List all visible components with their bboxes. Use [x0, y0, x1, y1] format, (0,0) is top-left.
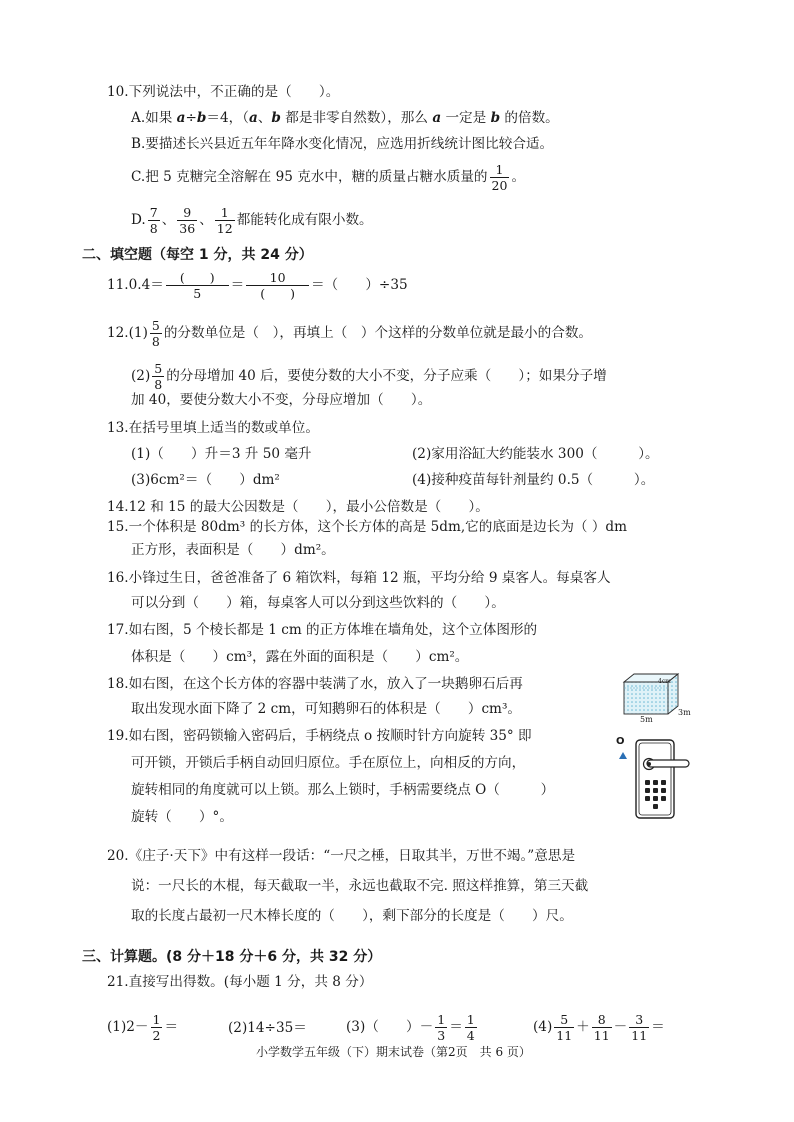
denominator-blank: ( ) — [260, 286, 295, 301]
q21-stem: 21.直接写出得数。(每小题 1 分，共 8 分） — [107, 974, 373, 990]
q10-a-text: 的倍数。 — [500, 110, 559, 126]
fraction — [151, 1012, 163, 1043]
q10-stem: 10.下列说法中，不正确的是（ ）。 — [107, 84, 340, 100]
q16-line2: 可以分到（ ）箱，每桌客人可以分到这些饮料的（ ）。 — [131, 595, 505, 611]
height-label: 4cm — [658, 678, 671, 685]
q11-text: 11.0.4＝ — [107, 277, 164, 293]
minus-sign: － — [613, 1019, 628, 1035]
q12-part1 — [107, 318, 592, 349]
q10-option-d — [131, 205, 373, 236]
q21-text: (3)（ ）－ — [346, 1019, 434, 1035]
q13-part4: (4)接种疫苗每针剂量约 0.5（ ）。 — [412, 472, 655, 488]
q20-line3: 取的长度占最初一尺木棒长度的（ ），剩下部分的长度是（ ）尺。 — [131, 908, 573, 924]
var-b: b — [490, 110, 501, 126]
fraction — [592, 1012, 612, 1043]
q11 — [107, 270, 408, 301]
q12-part2 — [131, 361, 607, 392]
denominator: 11 — [631, 1028, 648, 1043]
denominator: 20 — [491, 178, 508, 193]
fraction — [152, 361, 164, 392]
q16-line1: 16.小锋过生日，爸爸准备了 6 箱饮料，每箱 12 瓶，平均分给 9 桌客人。每桌客人 — [107, 570, 611, 586]
q10-a-text: ＝4，（ — [206, 110, 250, 126]
denominator: 8 — [154, 377, 163, 392]
q10-c-text: C.把 5 克糖完全溶解在 95 克水中，糖的质量占糖水质量的 — [131, 169, 488, 185]
denominator: 3 — [437, 1028, 446, 1043]
fraction — [166, 270, 229, 301]
cuboid-container-icon — [618, 668, 692, 726]
section-2-title: 二、填空题（每空 1 分，共 24 分） — [82, 247, 313, 263]
plus-sign: ＋ — [576, 1019, 590, 1035]
q21-part2: (2)14÷35＝ — [228, 1020, 307, 1036]
numerator-blank: ( ) — [166, 270, 229, 286]
q21-text: ＝ — [651, 1019, 665, 1035]
q10-a-text: 、 — [257, 110, 272, 126]
fraction — [435, 1012, 447, 1043]
q11-text: ＝（ ）÷35 — [310, 277, 408, 293]
q12-text: 12.(1) — [107, 325, 148, 341]
denominator: 11 — [593, 1028, 610, 1043]
q15-line2: 正方形，表面积是（ ）dm²。 — [131, 542, 335, 558]
denominator: 12 — [216, 221, 233, 236]
fraction — [148, 205, 160, 236]
q10-option-c — [131, 162, 525, 193]
q13-part2: (2)家用浴缸大约能装水 300（ ）。 — [412, 446, 659, 462]
q12-text: 的分母增加 40 后，要使分数的大小不变，分子应乘（ ）；如果分子增 — [166, 368, 607, 384]
numerator: 5 — [554, 1012, 574, 1028]
q12-text: 的分数单位是（ ），再填上（ ）个这样的分数单位就是最小的合数。 — [163, 325, 593, 341]
q17-line2: 体积是（ ）cm³，露在外面的面积是（ ）cm²。 — [131, 649, 469, 665]
q10-d-text: D. — [131, 212, 146, 228]
fraction — [490, 162, 510, 193]
var-a: a — [249, 110, 258, 126]
page-footer: 小学数学五年级（下）期末试卷（第2页 共 6 页） — [256, 1045, 531, 1059]
separator: 、 — [161, 212, 176, 228]
var-b: b — [271, 110, 281, 126]
q15-line1: 15.一个体积是 80dm³ 的长方体，这个长方体的高是 5dm,它的底面是边长为（ ）dm — [107, 519, 628, 535]
q20-line2: 说：一尺长的木棍，每天截取一半，永远也截取不完. 照这样推算，第三天截 — [131, 878, 589, 894]
q14: 14.12 和 15 的最大公因数是（ ），最小公倍数是（ ）。 — [107, 499, 489, 515]
fraction — [150, 318, 162, 349]
denominator: 4 — [466, 1028, 475, 1043]
numerator: 1 — [466, 1012, 475, 1027]
q13-part1: (1)（ ）升＝3 升 50 毫升 — [131, 446, 312, 462]
fraction — [629, 1012, 649, 1043]
fraction — [215, 205, 235, 236]
numerator: 1 — [215, 205, 235, 221]
point-o-label: O — [616, 736, 625, 747]
q12-text: (2) — [131, 368, 151, 384]
numerator: 8 — [592, 1012, 612, 1028]
q10-a-text: 一定是 — [441, 110, 491, 126]
depth-label: 3m — [678, 708, 691, 717]
numerator: 1 — [490, 162, 510, 178]
q19-line4: 旋转（ ）°。 — [131, 809, 233, 825]
q21-part1 — [107, 1012, 178, 1043]
equals-sign: ＝ — [449, 1019, 463, 1035]
denominator: 8 — [151, 334, 160, 349]
q20-line1: 20.《庄子·天下》中有这样一段话：“一尺之棰，日取其半，万世不竭。”意思是 — [107, 848, 576, 864]
numerator: 10 — [246, 270, 309, 286]
numerator: 5 — [151, 318, 160, 333]
denominator: 36 — [179, 221, 196, 236]
q21-text: (4) — [533, 1019, 553, 1035]
q13-part3: (3)6cm²＝（ ）dm² — [131, 472, 280, 488]
numerator: 1 — [437, 1012, 446, 1027]
numerator: 3 — [629, 1012, 649, 1028]
q10-a-text: 都是非零自然数），那么 — [280, 110, 433, 126]
q12-part2-cont: 加 40，要使分数大小不变，分母应增加（ ）。 — [131, 392, 432, 408]
q21-text: ＝ — [164, 1019, 179, 1035]
code-lock-icon — [614, 734, 692, 822]
denominator: 2 — [152, 1028, 161, 1043]
q21-text: (1)2－ — [107, 1019, 149, 1035]
q13-stem: 13.在括号里填上适当的数或单位。 — [107, 420, 319, 436]
denominator: 5 — [193, 286, 202, 301]
var-a: a — [432, 110, 442, 126]
q10-c-text: 。 — [511, 169, 526, 185]
q18-line2: 取出发现水面下降了 2 cm，可知鹅卵石的体积是（ ）cm³。 — [131, 701, 521, 717]
q18-line1: 18.如右图，在这个长方体的容器中装满了水，放入了一块鹅卵石后再 — [107, 676, 523, 692]
q10-option-b: B.要描述长兴县近五年年降水变化情况，应选用折线统计图比较合适。 — [131, 136, 554, 152]
equals-sign: ＝ — [230, 277, 245, 293]
denominator: 11 — [556, 1028, 573, 1043]
q10-a-text: A.如果 — [131, 110, 177, 126]
q19-line3: 旋转相同的角度就可以上锁。那么上锁时，手柄需要绕点 O（ ） — [131, 782, 555, 798]
fraction — [554, 1012, 574, 1043]
q19-line2: 可开锁，开锁后手柄自动回归原位。手在原位上，向相反的方向， — [131, 755, 526, 771]
section-3-title: 三、计算题。(8 分＋18 分＋6 分，共 32 分） — [82, 949, 382, 965]
fraction — [177, 205, 197, 236]
numerator: 9 — [177, 205, 197, 221]
var-a: a — [176, 110, 186, 126]
numerator: 7 — [149, 205, 158, 220]
numerator: 1 — [152, 1012, 161, 1027]
denominator: 8 — [149, 221, 158, 236]
numerator: 5 — [154, 361, 163, 376]
var-b: b — [196, 110, 207, 126]
q10-option-a — [131, 109, 559, 127]
div-sign: ÷ — [185, 110, 197, 126]
fraction — [246, 270, 309, 301]
q10-d-text: 都能转化成有限小数。 — [236, 212, 373, 228]
width-label: 5m — [640, 715, 653, 724]
code-lock-figure — [614, 734, 692, 822]
q19-line1: 19.如右图，密码锁输入密码后，手柄绕点 o 按顺时针方向旋转 35° 即 — [107, 728, 532, 744]
q21-part4 — [533, 1012, 665, 1043]
fraction — [465, 1012, 477, 1043]
q21-part3 — [346, 1012, 479, 1043]
q17-line1: 17.如右图，5 个棱长都是 1 cm 的正方体堆在墙角处，这个立体图形的 — [107, 622, 538, 638]
container-figure — [618, 668, 692, 726]
separator: 、 — [199, 212, 213, 228]
